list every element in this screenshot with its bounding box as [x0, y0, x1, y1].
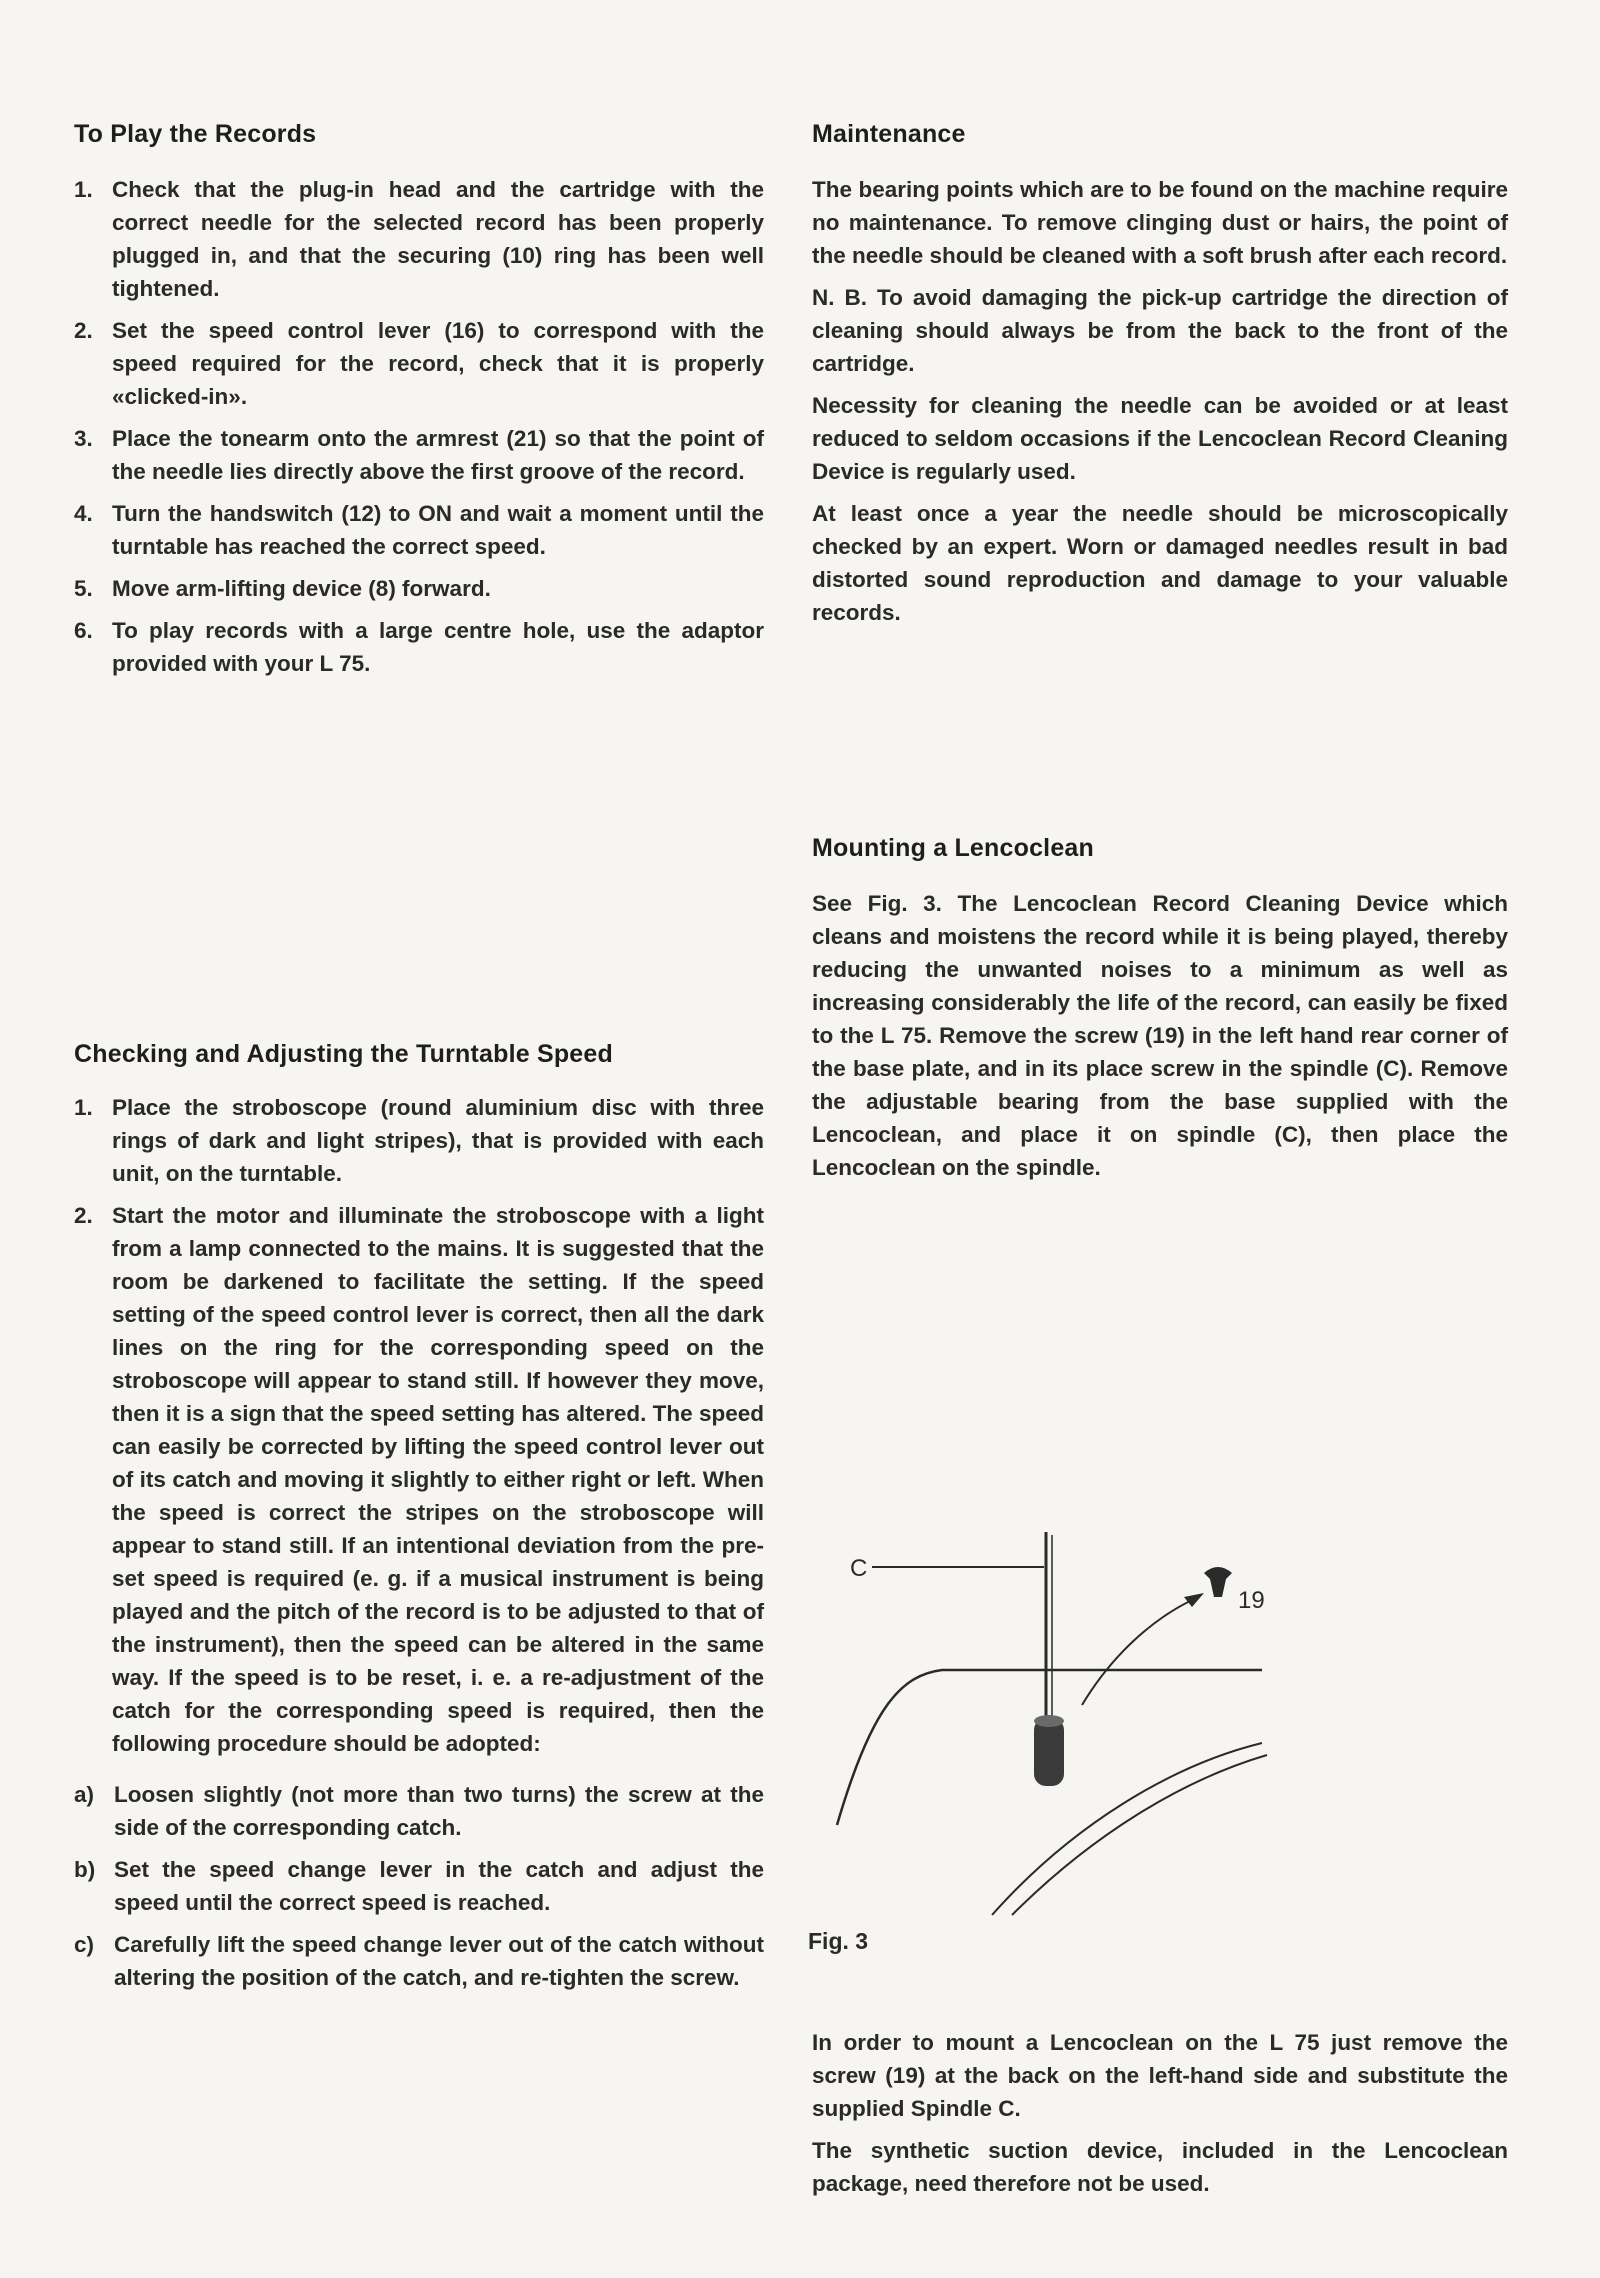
label-c: C: [850, 1555, 868, 1582]
label-19: 19: [1238, 1587, 1265, 1614]
section-speed: [74, 1040, 764, 2003]
list-item: 4. Turn the handswitch (12) to ON and wait a moment until the turntable has reached the correct speed.: [74, 501, 764, 559]
section-title: Checking and Adjusting the Turntable Speed: [74, 1040, 613, 1068]
section-play: [74, 120, 764, 689]
list-item: 6. To play records with a large centre hole, use the adaptor provided with your L 75.: [74, 618, 764, 676]
paragraph: N. B. To avoid damaging the pick-up cartridge the direction of cleaning should always be from the back to the front of the cartridge.: [812, 285, 1508, 376]
paragraph: The bearing points which are to be found on the machine require no maintenance. To remove clinging dust or hairs, the point of the needle should be cleaned with a soft brush after each record.: [812, 177, 1508, 268]
list-item: a) Loosen slightly (not more than two turns) the screw at the side of the corresponding catch.: [74, 1782, 764, 1840]
section-maintenance: [812, 120, 1508, 638]
record-edge-1: [992, 1743, 1262, 1915]
section-mounting: [812, 834, 1508, 1193]
figure-3-diagram: [812, 1505, 1292, 1925]
arrow-head: [1184, 1593, 1204, 1607]
screw-19: [1204, 1567, 1232, 1597]
paragraph: In order to mount a Lencoclean on the L 75 just remove the screw (19) at the back on the left-hand side and substitute the supplied Spindle C.: [812, 2030, 1508, 2121]
speed-sublist: [74, 1778, 764, 1994]
paragraph: Necessity for cleaning the needle can be avoided or at least reduced to seldom occasions if the Lencoclean Record Cleaning Device is regularly used.: [812, 393, 1508, 484]
paragraph: At least once a year the needle should be microscopically checked by an expert. Worn or damaged needles result in bad distorted sound reproduction and damage to your valuable records.: [812, 501, 1508, 625]
play-list: [74, 173, 764, 680]
list-item: 2. Start the motor and illuminate the stroboscope with a light from a lamp connected to the mains. It is suggested that the room be darkened to facilitate the setting. If the speed setting of the speed control lever is correct, then all the dark lines on the ring for the corresponding speed on the stroboscope will appear to stand still. If however they move, then it is a sign that the speed setting has altered. The speed can easily be corrected by lifting the speed control lever out of its catch and moving it slightly to either right or left. When the speed is correct the stripes on the stroboscope will appear to stand still. If an intentional deviation from the pre-set speed is required (e. g. if a musical instrument is being played and the pitch of the record is to be adjusted to that of the instrument), then the speed can be altered in the same way. If the speed is to be reset, i. e. a re-adjustment of the catch for the corresponding speed is required, then the following procedure should be adopted:: [74, 1203, 764, 1756]
list-item: b) Set the speed change lever in the catch and adjust the speed until the correct speed is reached.: [74, 1857, 764, 1915]
section-title: Mounting a Lencoclean: [812, 834, 1094, 862]
speed-list: [74, 1091, 764, 1760]
list-item: 3. Place the tonearm onto the armrest (21) so that the point of the needle lies directly above the first groove of the record.: [74, 426, 764, 484]
paragraph: The synthetic suction device, included in the Lencoclean package, need therefore not be used.: [812, 2138, 1508, 2196]
list-item: 5. Move arm-lifting device (8) forward.: [74, 576, 491, 601]
section-mounting-note: [812, 2026, 1508, 2209]
spindle-base: [1034, 1718, 1064, 1786]
arrow-line: [1082, 1601, 1190, 1705]
spindle-base-top: [1034, 1715, 1064, 1727]
figure-caption: Fig. 3: [808, 1928, 869, 1954]
list-item: 2. Set the speed control lever (16) to correspond with the speed required for the record, check that it is properly «clicked-in».: [74, 318, 764, 409]
list-item: 1. Check that the plug-in head and the cartridge with the correct needle for the selected record has been properly plugged in, and that the securing (10) ring has been well tightened.: [74, 177, 764, 301]
section-title: Maintenance: [812, 120, 966, 148]
list-item: 1. Place the stroboscope (round aluminium disc with three rings of dark and light stripes), that is provided with each unit, on the turntable.: [74, 1095, 764, 1186]
list-item: c) Carefully lift the speed change lever out of the catch without altering the position of the catch, and re-tighten the screw.: [74, 1932, 764, 1990]
section-title: To Play the Records: [74, 120, 317, 148]
paragraph: See Fig. 3. The Lencoclean Record Cleaning Device which cleans and moistens the record while it is being played, thereby reducing the unwanted noises to a minimum as well as increasing considerably the life of the record, can easily be fixed to the L 75. Remove the screw (19) in the left hand rear corner of the base plate, and in its place screw in the spindle (C). Remove the adjustable bearing from the base supplied with the Lencoclean, and place it on spindle (C), then place the Lencoclean on the spindle.: [812, 891, 1508, 1180]
